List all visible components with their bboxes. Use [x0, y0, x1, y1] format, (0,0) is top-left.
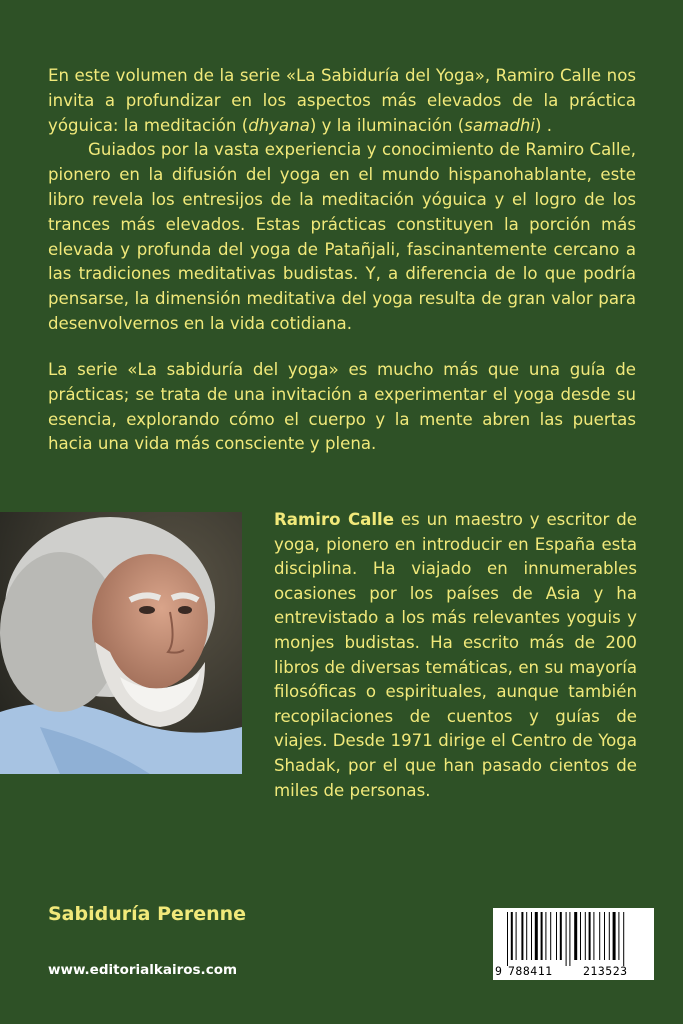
barcode-bar [585, 912, 586, 960]
intro-paragraph-2: Guiados por la vasta experiencia y conocimiento de Ramiro Calle, pionero en la difusión del yoga en el mundo hispanohablante, este libro revela los entresijos de la meditación yóguica y el logro de los trances más elevados. Estas prácticas constituyen la porción más elevada y profunda del yoga de Patañjali, fascinantemente cercano a las tradiciones meditativas budistas. Y, a diferencia de lo que podría pensarse, la dimensión meditativa del yoga resulta de gran valor para desenvolvernos en la vida cotidiana. [48, 140, 636, 333]
barcode-bar [618, 912, 619, 960]
barcode-bar [580, 912, 581, 960]
publisher-website[interactable]: www.editorialkairos.com [48, 962, 238, 978]
barcode-bar [609, 912, 610, 960]
barcode-bar [589, 912, 591, 960]
isbn-barcode [493, 908, 654, 980]
barcode-bar [560, 912, 562, 960]
barcode-bar [613, 912, 616, 960]
barcode-bar [521, 912, 523, 960]
barcode-bar [531, 912, 532, 960]
barcode-bar [516, 912, 517, 960]
barcode-bar [604, 912, 605, 960]
barcode-bar [545, 912, 546, 960]
barcode-bar [541, 912, 543, 960]
barcode-bar [569, 912, 570, 966]
barcode-bar [599, 912, 600, 960]
barcode-bar [507, 912, 508, 966]
series-description [48, 358, 636, 457]
barcode-bar [526, 912, 527, 960]
author-photo [0, 512, 242, 774]
isbn-group-2: 213523 [583, 964, 628, 978]
back-cover-description [48, 64, 636, 337]
isbn-group-1: 788411 [508, 964, 553, 978]
term-dhyana: dhyana [248, 115, 310, 135]
barcode-bar [535, 912, 538, 960]
barcode-bar [556, 912, 557, 960]
isbn-first-digit: 9 [495, 964, 502, 978]
intro-paragraph-3: La serie «La sabiduría del yoga» es mucho más que una guía de prácticas; se trata de una invitación a experimentar el yoga desde su esencia, explorando cómo el cuerpo y la mente abren las puertas hacia una vida más consciente y plena. [48, 360, 636, 454]
author-name: Ramiro Calle [274, 510, 394, 529]
author-bio: Ramiro Calle es un maestro y escritor de yoga, pionero en introducir en España esta disciplina. Ha viajado en innumerables ocasiones por los países de Asia y ha entrevistado a los más relevantes yoguis y monjes budistas. Ha escrito más de 200 libros de diversas temáticas, en su mayoría filosóficas o espirituales, aunque también recopilaciones de cuentos y guías de viajes. Desde 1971 dirige el Centro de Yoga Shadak, por el que han pasado cientos de miles de personas. [274, 510, 637, 800]
barcode-bar [566, 912, 567, 966]
barcode-bar [623, 912, 624, 966]
barcode-bar [593, 912, 594, 960]
term-samadhi: samadhi [464, 115, 535, 135]
intro-paragraph-1: En este volumen de la serie «La Sabiduría del Yoga», Ramiro Calle nos invita a profundizar en los aspectos más elevados de la práctica yóguica: la meditación (dhyana) y la iluminación (samadhi) . [48, 66, 636, 135]
barcode-bar [574, 912, 577, 960]
barcode-bar [550, 912, 551, 960]
series-name: Sabiduría Perenne [48, 903, 247, 925]
barcode-bar [511, 912, 513, 960]
